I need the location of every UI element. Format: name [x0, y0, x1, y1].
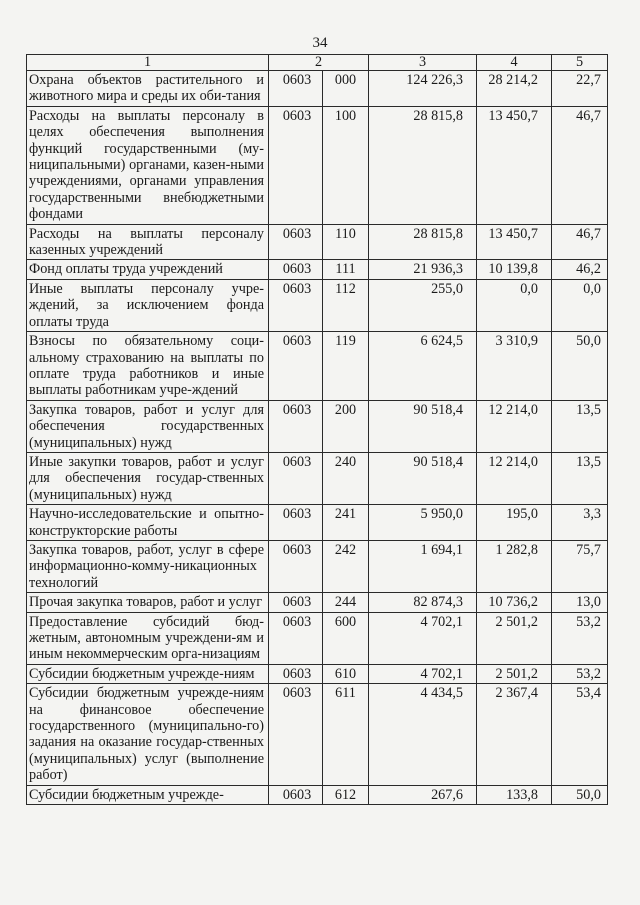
row-value-4: 2 501,2: [477, 612, 552, 664]
header-col-1: 1: [27, 55, 269, 71]
row-name: Расходы на выплаты персоналу в целях обеспечения выполнения функций государственными (му-ниципальными) органами, казен-ными учреждениями, органами управления государственными внебюджетными фондами: [27, 106, 269, 224]
row-section: 0603: [269, 664, 323, 683]
row-value-3: 90 518,4: [369, 400, 477, 452]
row-name: Фонд оплаты труда учреждений: [27, 260, 269, 279]
table-row: [27, 452, 608, 504]
row-code: 242: [323, 540, 369, 592]
row-value-4: 12 214,0: [477, 452, 552, 504]
row-section: 0603: [269, 332, 323, 401]
row-section: 0603: [269, 505, 323, 541]
row-value-3: 6 624,5: [369, 332, 477, 401]
row-code: 610: [323, 664, 369, 683]
row-value-3: 1 694,1: [369, 540, 477, 592]
row-value-5: 3,3: [552, 505, 608, 541]
row-value-3: 255,0: [369, 279, 477, 331]
row-value-3: 5 950,0: [369, 505, 477, 541]
row-name: Охрана объектов растительного и животного мира и среды их оби-тания: [27, 71, 269, 107]
row-value-5: 75,7: [552, 540, 608, 592]
row-section: 0603: [269, 260, 323, 279]
row-value-4: 3 310,9: [477, 332, 552, 401]
row-value-5: 46,2: [552, 260, 608, 279]
row-name: Взносы по обязательному соци-альному страхованию на выплаты по оплате труда работников и иные выплаты работникам учре-ждений: [27, 332, 269, 401]
row-section: 0603: [269, 224, 323, 260]
row-section: 0603: [269, 279, 323, 331]
table-row: [27, 71, 608, 107]
row-value-5: 50,0: [552, 332, 608, 401]
row-value-5: 53,4: [552, 684, 608, 785]
row-value-4: 10 139,8: [477, 260, 552, 279]
row-value-5: 13,0: [552, 593, 608, 612]
row-value-3: 28 815,8: [369, 106, 477, 224]
row-section: 0603: [269, 540, 323, 592]
row-section: 0603: [269, 106, 323, 224]
table-row: [27, 540, 608, 592]
row-section: 0603: [269, 684, 323, 785]
row-value-4: 2 367,4: [477, 684, 552, 785]
header-col-4: 4: [477, 55, 552, 71]
table-row: [27, 684, 608, 785]
row-value-4: 13 450,7: [477, 106, 552, 224]
row-name: Расходы на выплаты персоналу казенных учреждений: [27, 224, 269, 260]
row-value-5: 13,5: [552, 452, 608, 504]
row-value-3: 124 226,3: [369, 71, 477, 107]
header-col-3: 3: [369, 55, 477, 71]
page-number: 34: [312, 35, 328, 51]
row-value-5: 53,2: [552, 664, 608, 683]
row-value-4: 10 736,2: [477, 593, 552, 612]
row-value-3: 267,6: [369, 785, 477, 804]
row-name: Иные выплаты персоналу учре-ждений, за исключением фонда оплаты труда: [27, 279, 269, 331]
row-value-3: 90 518,4: [369, 452, 477, 504]
row-code: 110: [323, 224, 369, 260]
header-col-5: 5: [552, 55, 608, 71]
row-section: 0603: [269, 612, 323, 664]
table-row: [27, 785, 608, 804]
row-value-4: 1 282,8: [477, 540, 552, 592]
row-value-4: 12 214,0: [477, 400, 552, 452]
row-value-4: 133,8: [477, 785, 552, 804]
row-name: Закупка товаров, работ, услуг в сфере информационно-комму-никационных технологий: [27, 540, 269, 592]
row-section: 0603: [269, 593, 323, 612]
row-code: 600: [323, 612, 369, 664]
row-section: 0603: [269, 785, 323, 804]
table-row: [27, 279, 608, 331]
table-row: [27, 612, 608, 664]
row-value-3: 82 874,3: [369, 593, 477, 612]
row-value-5: 0,0: [552, 279, 608, 331]
row-code: 100: [323, 106, 369, 224]
table-row: [27, 224, 608, 260]
row-value-5: 46,7: [552, 224, 608, 260]
row-value-5: 53,2: [552, 612, 608, 664]
row-value-4: 28 214,2: [477, 71, 552, 107]
row-code: 240: [323, 452, 369, 504]
row-code: 200: [323, 400, 369, 452]
table-row: [27, 664, 608, 683]
row-name: Субсидии бюджетным учрежде-ниям на финансовое обеспечение государственного (муниципально-го) задания на оказание государ-ственных (муниципальных) услуг (выполнение работ): [27, 684, 269, 785]
row-value-4: 0,0: [477, 279, 552, 331]
table-row: [27, 505, 608, 541]
row-value-5: 22,7: [552, 71, 608, 107]
row-value-5: 46,7: [552, 106, 608, 224]
row-value-3: 21 936,3: [369, 260, 477, 279]
table-row: [27, 332, 608, 401]
row-code: 244: [323, 593, 369, 612]
row-code: 119: [323, 332, 369, 401]
row-section: 0603: [269, 400, 323, 452]
row-name: Субсидии бюджетным учрежде-ниям: [27, 664, 269, 683]
row-name: Научно-исследовательские и опытно-конструкторские работы: [27, 505, 269, 541]
row-value-4: 2 501,2: [477, 664, 552, 683]
row-section: 0603: [269, 71, 323, 107]
row-name: Прочая закупка товаров, работ и услуг: [27, 593, 269, 612]
row-code: 611: [323, 684, 369, 785]
row-value-3: 4 702,1: [369, 612, 477, 664]
row-code: 612: [323, 785, 369, 804]
row-value-5: 13,5: [552, 400, 608, 452]
row-value-3: 4 702,1: [369, 664, 477, 683]
row-value-3: 4 434,5: [369, 684, 477, 785]
row-value-5: 50,0: [552, 785, 608, 804]
table-row: [27, 400, 608, 452]
header-row: [27, 55, 608, 71]
table-row: [27, 106, 608, 224]
budget-table: [26, 54, 608, 805]
row-code: 000: [323, 71, 369, 107]
header-col-2: 2: [269, 55, 369, 71]
row-code: 241: [323, 505, 369, 541]
table-row: [27, 260, 608, 279]
table-row: [27, 593, 608, 612]
row-value-3: 28 815,8: [369, 224, 477, 260]
row-code: 112: [323, 279, 369, 331]
row-value-4: 195,0: [477, 505, 552, 541]
row-name: Субсидии бюджетным учрежде-: [27, 785, 269, 804]
row-value-4: 13 450,7: [477, 224, 552, 260]
row-section: 0603: [269, 452, 323, 504]
row-name: Иные закупки товаров, работ и услуг для обеспечения государ-ственных (муниципальных) нужд: [27, 452, 269, 504]
row-name: Закупка товаров, работ и услуг для обеспечения государственных (муниципальных) нужд: [27, 400, 269, 452]
row-name: Предоставление субсидий бюд-жетным, автономным учреждени-ям и иным некоммерческим орга-низациям: [27, 612, 269, 664]
row-code: 111: [323, 260, 369, 279]
